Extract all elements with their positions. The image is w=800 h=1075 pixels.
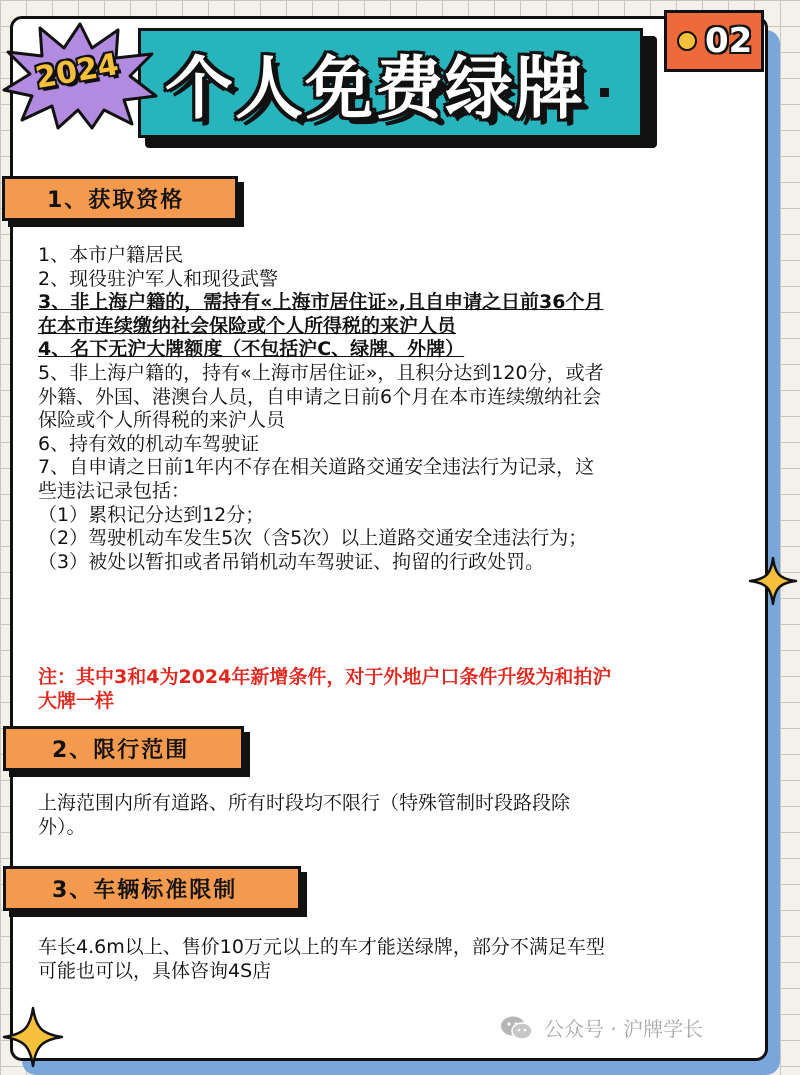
note-line: 注：其中3和4为2024年新增条件，对于外地户口条件升级为和拍沪	[38, 666, 612, 688]
title-banner	[138, 28, 643, 138]
badge-number: 02	[705, 21, 753, 61]
list-item: （3）被处以暂扣或者吊销机动车驾驶证、拘留的行政处罚。	[38, 550, 545, 573]
wechat-icon	[500, 1015, 534, 1041]
list-item-highlight: 在本市连续缴纳社会保险或个人所得税的来沪人员	[38, 314, 457, 337]
section-1-body	[38, 244, 604, 574]
section-heading-restriction	[3, 726, 244, 771]
badge-dot	[677, 31, 697, 51]
paragraph-line: 车长4.6m以上、售价10万元以上的车才能送绿牌，部分不满足车型	[38, 936, 605, 958]
section-heading-text: 3、车辆标准限制	[52, 878, 238, 903]
list-item: 些违法记录包括：	[38, 479, 191, 502]
list-item: 1、本市户籍居民	[38, 244, 184, 266]
list-item: 保险或个人所得税的来沪人员	[38, 409, 286, 432]
paragraph-line: 外）。	[38, 815, 86, 838]
list-item: 6、持有效的机动车驾驶证	[38, 432, 260, 455]
list-item: 外籍、外国、港澳台人员，自申请之日前6个月在本市连续缴纳社会	[38, 385, 602, 408]
note-line: 大牌一样	[38, 689, 115, 712]
section-heading-text: 1、获取资格	[47, 188, 185, 213]
section-heading-vehicle-standard	[3, 866, 301, 911]
paragraph-line: 可能也可以，具体咨询4S店	[38, 959, 272, 982]
watermark-text: 公众号 · 沪牌学长	[544, 1017, 704, 1041]
number-badge	[664, 10, 764, 72]
year-label: 2024	[32, 47, 122, 96]
paragraph-line: 上海范围内所有道路、所有时段均不限行（特殊管制时段路段除	[38, 792, 571, 814]
page-title: 个人免费绿牌	[165, 49, 586, 129]
list-item: 5、非上海户籍的，持有«上海市居住证»，且积分达到120分，或者	[38, 361, 604, 384]
section-3-body	[38, 936, 605, 983]
eligibility-note	[38, 666, 611, 713]
list-item: （1）累积记分达到12分；	[38, 503, 265, 526]
list-item: 7、自申请之日前1年内不存在相关道路交通安全违法行为记录，这	[38, 456, 595, 479]
sparkle-star-icon	[748, 556, 798, 606]
sparkle-star-icon	[2, 1006, 64, 1068]
section-heading-eligibility	[2, 176, 238, 221]
list-item-highlight: 3、非上海户籍的，需持有«上海市居住证»,且自申请之日前36个月	[38, 291, 604, 314]
section-2-body	[38, 792, 570, 839]
list-item: （2）驾驶机动车发生5次（含5次）以上道路交通安全违法行为；	[38, 527, 588, 550]
list-item: 2、现役驻沪军人和现役武警	[38, 267, 279, 290]
title-dot	[600, 88, 609, 97]
watermark	[500, 1013, 703, 1042]
list-item-highlight: 4、名下无沪大牌额度（不包括沪C、绿牌、外牌）	[38, 338, 465, 361]
section-heading-text: 2、限行范围	[52, 738, 190, 763]
